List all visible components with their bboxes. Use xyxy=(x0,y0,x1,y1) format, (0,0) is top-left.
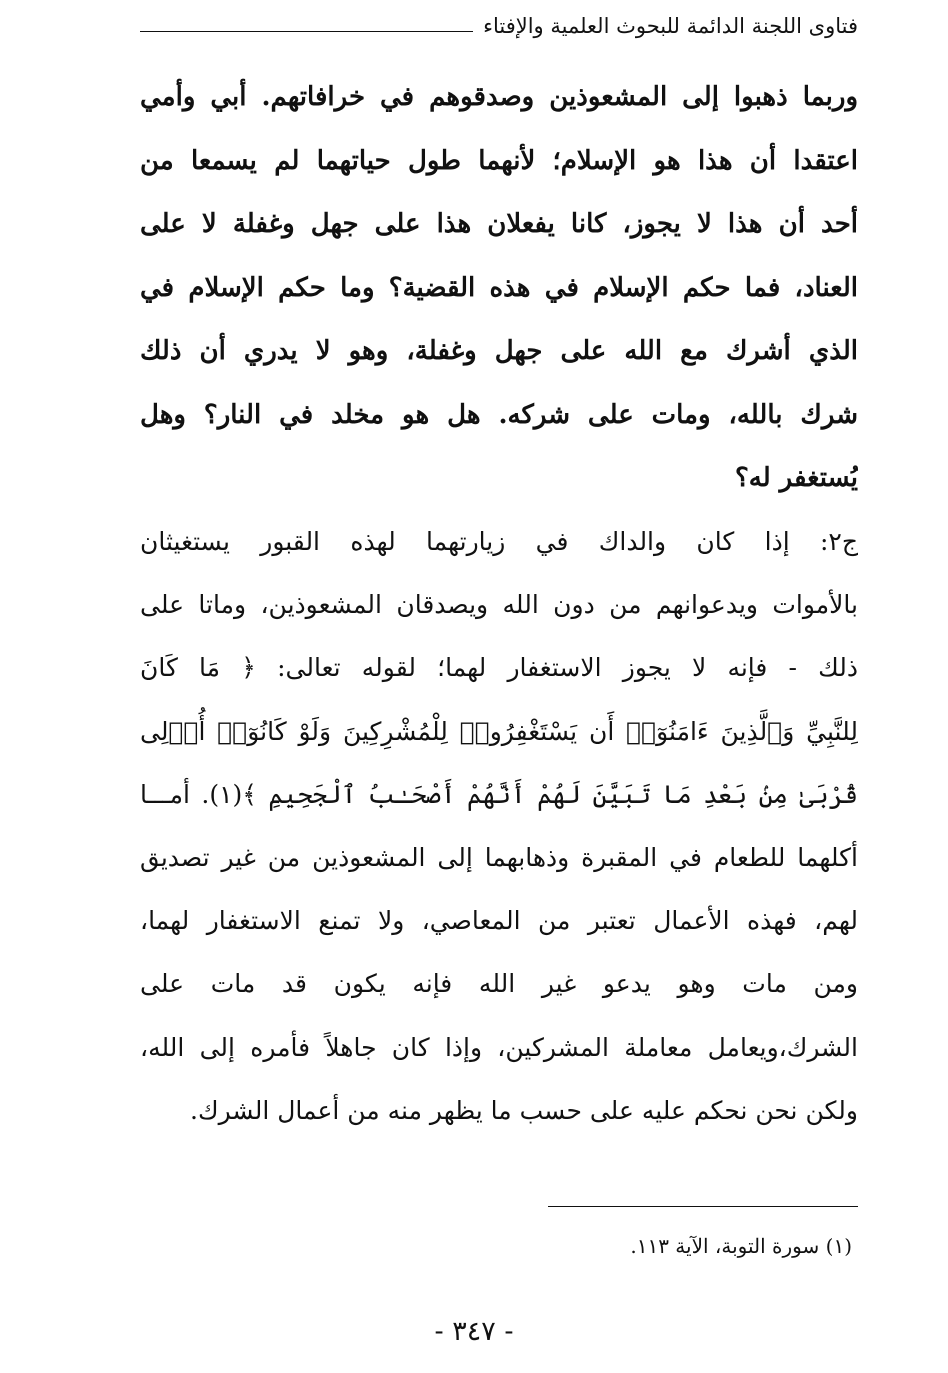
answer-line: أكلهما للطعام في المقبرة وذهابهما إلى المشعوذين من غير تصديق xyxy=(140,842,858,872)
running-header xyxy=(140,14,858,38)
question-line: الذي أشرك مع الله على جهل وغفلة، وهو لا يدري أن ذلك xyxy=(140,336,858,366)
answer-line: لهم، فهذه الأعمال تعتبر من المعاصي، ولا تمنع الاستغفار لهما، xyxy=(140,906,858,936)
page-number: - ٣٤٧ - xyxy=(434,1316,514,1347)
answer-line: ولكن نحن نحكم عليه على حسب ما يظهر منه من أعمال الشرك. xyxy=(190,1095,858,1125)
quran-verse-line: قُرْبَىٰ مِنۢ بَعْدِ مَا تَبَيَّنَ لَهُمْ أَنَّهُمْ أَصْحَـٰبُ ٱلْجَحِيمِ ﴾(١). أمـــا xyxy=(140,779,858,809)
question-line: أحد أن هذا لا يجوز، كانا يفعلان هذا على جهل وغفلة لا على xyxy=(140,209,858,239)
answer-line: الشرك،ويعامل معاملة المشركين، وإذا كان جاهلاً فأمره إلى الله، xyxy=(140,1032,858,1062)
header-rule xyxy=(140,31,473,32)
question-line: العناد، فما حكم الإسلام في هذه القضية؟ وما حكم الإسلام في xyxy=(140,272,858,303)
question-line: شرك بالله، ومات على شركه. هل هو مخلد في النار؟ وهل xyxy=(140,399,858,430)
answer-paragraph xyxy=(140,510,858,1142)
question-paragraph xyxy=(140,66,858,511)
answer-line: ومن مات وهو يدعو غير الله فإنه يكون قد مات على xyxy=(140,969,858,999)
question-line: وربما ذهبوا إلى المشعوذين وصدقوهم في خرافاتهم. أبي وأمي xyxy=(140,82,858,112)
answer-line: ذلك - فإنه لا يجوز الاستغفار لهما؛ لقوله تعالى: ﴿ مَا كَانَ xyxy=(140,653,858,683)
answer-line: ج٢: إذا كان والداك في زيارتهما لهذه القبور يستغيثان xyxy=(140,527,858,556)
quran-verse-line: لِلنَّبِيِّ وَٱلَّذِينَ ءَامَنُوٓا۟ أَن يَسْتَغْفِرُوا۟ لِلْمُشْرِكِينَ وَلَوْ كَانُوٓا۟ أُو۟لِى xyxy=(140,716,858,746)
answer-line: بالأموات ويدعوانهم من دون الله ويصدقان المشعوذين، وماتا على xyxy=(140,590,858,620)
question-line: اعتقدا أن هذا هو الإسلام؛ لأنهما طول حياتهما لم يسمعا من xyxy=(140,145,858,176)
question-line: يُستغفر له؟ xyxy=(734,463,858,493)
footnote-separator xyxy=(548,1206,858,1207)
footnote: (١) سورة التوبة، الآية ١١٣. xyxy=(630,1234,852,1258)
book-title: فتاوى اللجنة الدائمة للبحوث العلمية والإفتاء xyxy=(483,14,858,38)
